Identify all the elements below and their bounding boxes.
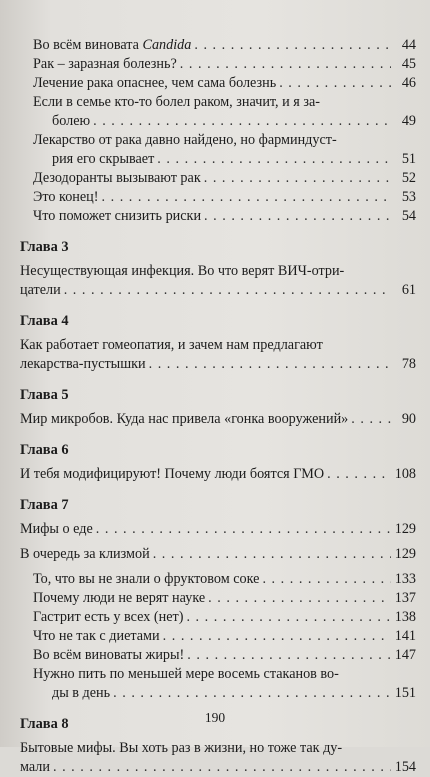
dot-leader [157, 150, 391, 169]
toc-entry [20, 36, 416, 55]
dot-leader [194, 36, 391, 55]
dot-leader [53, 758, 391, 777]
toc-page-number: 45 [401, 56, 416, 72]
toc-entry-title: Мир микробов. Куда нас привела «гонка вооружений» [20, 411, 349, 427]
chapter-heading: Глава 5 [20, 387, 69, 403]
dot-leader [153, 545, 391, 564]
toc-entry-title: Во всём виноваты жиры! [33, 647, 185, 663]
toc-entry-title: То, что вы не знали о фруктовом соке [33, 571, 260, 587]
toc-entry [20, 545, 416, 564]
toc-entry-title: Если в семье кто-то болел раком, значит, и я за- [33, 94, 320, 110]
toc-page-number: 137 [394, 590, 416, 606]
dot-leader [64, 281, 391, 300]
dot-leader [163, 627, 391, 646]
toc-entry [20, 188, 416, 207]
toc-entry-title: Почему люди не верят науке [33, 590, 206, 606]
dot-leader [187, 646, 391, 665]
toc-entry [20, 281, 416, 300]
toc-page-number: 54 [401, 208, 416, 224]
toc-entry [20, 150, 416, 169]
chapter-heading: Глава 6 [20, 442, 69, 458]
toc-entry-title: Что не так с диетами [33, 628, 160, 644]
dot-leader [204, 207, 391, 226]
toc-page-number: 78 [401, 356, 416, 372]
toc-page-number: 129 [394, 546, 416, 562]
toc-entry [20, 55, 416, 74]
toc-entry-title: И тебя модифицируют! Почему люди боятся ГМО [20, 466, 325, 482]
toc-entry-title-continued: рия его скрывает [52, 151, 155, 167]
toc-entry-title: Лечение рака опаснее, чем сама болезнь [33, 75, 277, 91]
dot-leader [208, 589, 391, 608]
toc-page-number: 147 [394, 647, 416, 663]
chapter-heading: Глава 3 [20, 239, 69, 255]
toc-page-number: 138 [394, 609, 416, 625]
toc-entry-title-continued: цатели [20, 282, 61, 298]
dot-leader [93, 112, 391, 131]
toc-page-number: 133 [394, 571, 416, 587]
toc-entry-title: Что поможет снизить риски [33, 208, 202, 224]
toc-entry [20, 570, 416, 589]
toc-entry-title: Нужно пить по меньшей мере восемь стаканов во- [33, 666, 339, 682]
toc-entry [20, 207, 416, 226]
toc-entry [20, 112, 416, 131]
dot-leader [180, 55, 391, 74]
toc-entry-title: Гастрит есть у всех (нет) [33, 609, 184, 625]
toc-entry [20, 627, 416, 646]
toc-entry-title: Во всём виновата Candida [33, 37, 192, 53]
toc-entry [20, 410, 416, 429]
chapter-heading: Глава 7 [20, 497, 69, 513]
toc-entry-title: Как работает гомеопатия, и зачем нам предлагают [20, 337, 323, 353]
dot-leader [204, 169, 391, 188]
toc-entry-title: Несуществующая инфекция. Во что верят ВИЧ-отри- [20, 263, 345, 279]
toc-entry-title: Рак – заразная болезнь? [33, 56, 177, 72]
dot-leader [186, 608, 391, 627]
toc-entry-title: В очередь за клизмой [20, 546, 150, 562]
toc-entry-title: Лекарство от рака давно найдено, но фарминдуст- [33, 132, 337, 148]
toc-entry [20, 355, 416, 374]
toc-page-number: 46 [401, 75, 416, 91]
toc-entry-title: Бытовые мифы. Вы хоть раз в жизни, но тоже так ду- [20, 740, 343, 756]
toc-entry [20, 758, 416, 777]
dot-leader [351, 410, 391, 429]
toc-entry [20, 589, 416, 608]
toc-entry-title: Дезодоранты вызывают рак [33, 170, 201, 186]
dot-leader [102, 188, 392, 207]
toc-entry [20, 646, 416, 665]
toc-page-number: 90 [401, 411, 416, 427]
toc-page-number: 51 [401, 151, 416, 167]
toc-entry-title-continued: лекарства-пустышки [20, 356, 146, 372]
toc-page-number: 53 [401, 189, 416, 205]
dot-leader [279, 74, 391, 93]
toc-entry-title: Это конец! [33, 189, 99, 205]
toc-entry [20, 684, 416, 703]
toc-entry [20, 74, 416, 93]
page-number: 190 [204, 710, 226, 725]
toc-entry-title-continued: мали [20, 759, 50, 775]
toc-page-number: 151 [394, 685, 416, 701]
toc-page-number: 129 [394, 521, 416, 537]
toc-entry [20, 608, 416, 627]
toc-page-number: 154 [394, 759, 416, 775]
toc-entry [20, 465, 416, 484]
toc-page-number: 49 [401, 113, 416, 129]
chapter-heading: Глава 8 [20, 716, 69, 732]
toc-page-number: 52 [401, 170, 416, 186]
dot-leader [327, 465, 391, 484]
toc-page-number: 44 [401, 37, 416, 53]
toc-entry [20, 520, 416, 539]
toc-entry [20, 169, 416, 188]
toc-entry-title: Мифы о еде [20, 521, 93, 537]
toc-page-number: 61 [401, 282, 416, 298]
dot-leader [96, 520, 391, 539]
dot-leader [262, 570, 391, 589]
toc-page-number: 108 [394, 466, 416, 482]
chapter-heading: Глава 4 [20, 313, 69, 329]
dot-leader [113, 684, 391, 703]
dot-leader [149, 355, 391, 374]
toc-page-number: 141 [394, 628, 416, 644]
table-of-contents [20, 36, 416, 777]
toc-entry-title-continued: болею [52, 113, 91, 129]
toc-entry-title-continued: ды в день [52, 685, 111, 701]
